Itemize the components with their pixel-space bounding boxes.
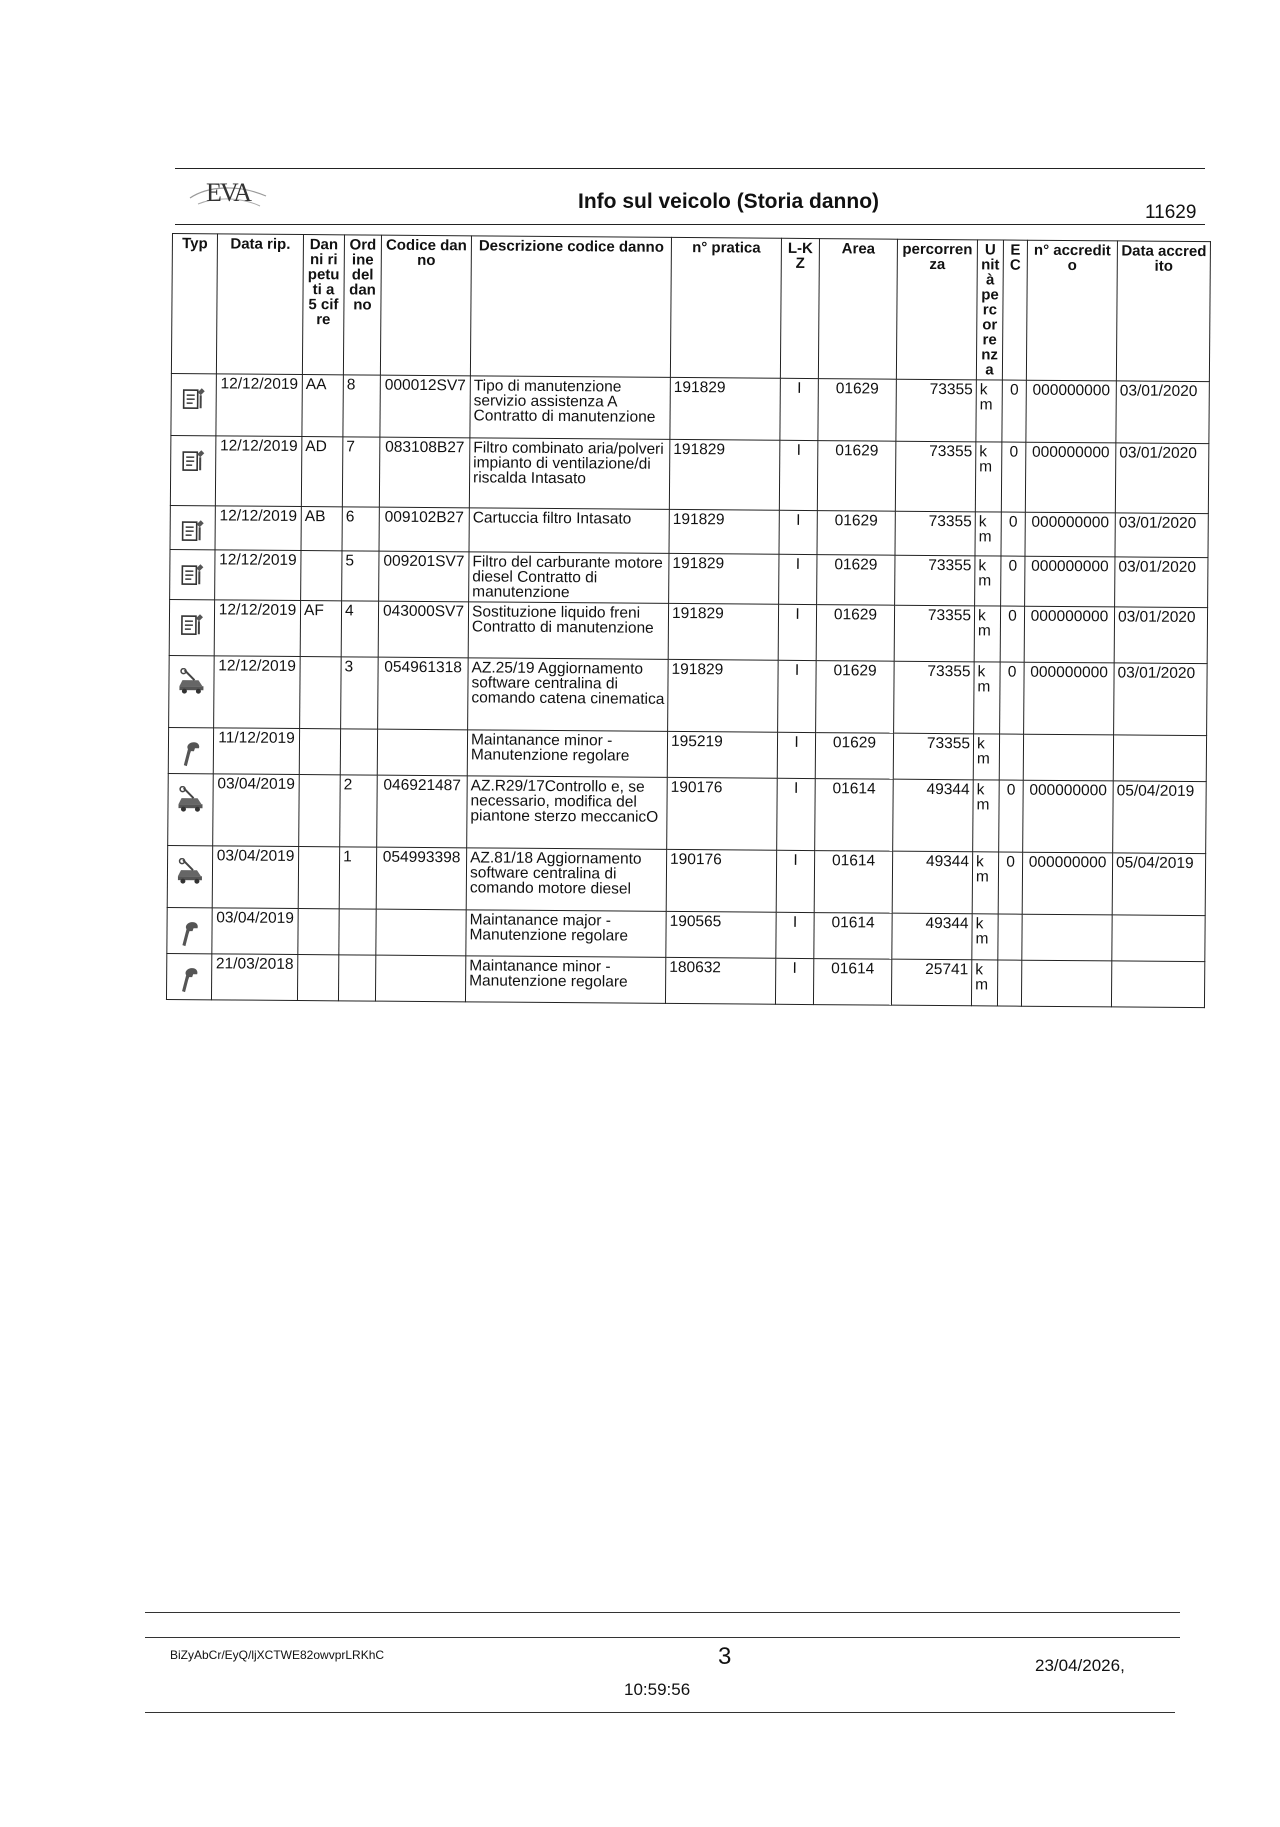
cell-percorrenza: 49344 — [892, 913, 972, 960]
cell-n-accredito: 000000000 — [1026, 380, 1116, 443]
cell-percorrenza: 73355 — [896, 379, 976, 442]
cell-data-accredito: 03/01/2020 — [1114, 663, 1208, 736]
cell-n-accredito: 000000000 — [1025, 442, 1116, 513]
car-repair-icon — [171, 858, 209, 887]
table-row — [167, 845, 1205, 915]
car-repair-icon — [172, 668, 210, 697]
document-wrench-icon — [173, 562, 211, 591]
cell-n-accredito: 000000000 — [1025, 512, 1115, 557]
cell-ordine — [338, 955, 375, 1001]
cell-unita: km — [974, 662, 1001, 734]
cell-danni-ripetuti: AA — [302, 375, 343, 437]
logo-text: EVA — [206, 178, 251, 207]
column-header-n-accredito: n° accredito — [1026, 240, 1117, 381]
cell-data-accredito — [1113, 735, 1206, 782]
cell-lkz: I — [778, 604, 816, 660]
cell-pratica: 191829 — [669, 509, 779, 554]
table-row — [171, 373, 1209, 443]
cell-area: 01629 — [817, 441, 896, 512]
column-header-typ: Typ — [171, 234, 217, 374]
cell-percorrenza: 73355 — [893, 733, 973, 780]
cell-codice-danno: 043000SV7 — [378, 601, 468, 658]
table-row — [166, 953, 1204, 1007]
cell-unita: km — [975, 512, 1001, 556]
cell-pratica: 190176 — [667, 777, 778, 850]
cell-codice-danno — [376, 909, 466, 956]
cell-lkz: I — [777, 778, 816, 850]
cell-ec: 0 — [1001, 512, 1025, 556]
cell-danni-ripetuti — [298, 847, 339, 909]
cell-unita: km — [971, 960, 997, 1006]
cell-danni-ripetuti — [301, 551, 342, 601]
cell-ordine: 4 — [341, 601, 378, 657]
cell-danni-ripetuti — [300, 657, 342, 729]
cell-pratica: 191829 — [670, 377, 780, 440]
cell-ec: 0 — [1000, 662, 1025, 734]
column-header-ec: EC — [1002, 240, 1027, 380]
cell-codice-danno — [377, 729, 467, 776]
cell-ec — [998, 914, 1022, 960]
cell-percorrenza: 73355 — [895, 511, 975, 556]
cell-descrizione: AZ.81/18 Aggiornamento software centralina di comando motore diesel — [466, 848, 666, 912]
cell-unita: km — [972, 852, 998, 914]
column-header-pratica: n° pratica — [670, 237, 781, 378]
cell-lkz: I — [777, 732, 815, 778]
cell-pratica: 190565 — [666, 911, 776, 958]
cell-pratica: 191829 — [669, 439, 780, 510]
cell-area: 01614 — [814, 851, 892, 914]
cell-ec: 0 — [999, 780, 1024, 852]
cell-danni-ripetuti — [297, 955, 338, 1001]
cell-descrizione: Cartuccia filtro Intasato — [469, 508, 669, 554]
cell-danni-ripetuti — [299, 729, 340, 775]
cell-ec — [999, 734, 1023, 780]
type-icon-cell — [166, 953, 211, 999]
column-header-area: Area — [818, 239, 897, 380]
cell-lkz: I — [775, 958, 813, 1004]
cell-n-accredito — [1021, 960, 1111, 1007]
cell-codice-danno: 054993398 — [376, 847, 466, 910]
cell-data-rip: 03/04/2019 — [212, 846, 298, 909]
table-row — [169, 599, 1207, 663]
cell-pratica: 191829 — [668, 659, 779, 732]
cell-percorrenza: 49344 — [893, 779, 974, 852]
cell-lkz: I — [780, 378, 818, 440]
column-header-descrizione: Descrizione codice danno — [470, 236, 671, 378]
cell-data-accredito: 03/01/2020 — [1115, 443, 1209, 514]
footer-rule — [145, 1637, 1180, 1638]
type-icon-cell — [169, 655, 215, 727]
cell-pratica: 191829 — [668, 603, 778, 660]
type-icon-cell — [171, 373, 216, 435]
damage-history-table — [166, 233, 1211, 1008]
cell-n-accredito: 000000000 — [1023, 780, 1114, 853]
cell-lkz: I — [779, 554, 817, 604]
cell-data-rip: 21/03/2018 — [211, 954, 297, 1001]
type-icon-cell — [170, 505, 215, 549]
table-row — [168, 727, 1206, 781]
cell-n-accredito: 000000000 — [1024, 606, 1114, 663]
footer-rule — [145, 1612, 1180, 1613]
cell-pratica: 191829 — [669, 553, 779, 604]
cell-descrizione: AZ.25/19 Aggiornamento software centralina di comando catena cinematica — [468, 658, 669, 732]
cell-area: 01614 — [813, 959, 891, 1006]
cell-area: 01629 — [815, 733, 893, 780]
cell-pratica: 180632 — [665, 957, 775, 1004]
cell-data-rip: 12/12/2019 — [216, 374, 302, 437]
cell-lkz: I — [778, 660, 817, 732]
cell-data-accredito: 03/01/2020 — [1115, 557, 1208, 608]
cell-unita: km — [975, 442, 1002, 512]
cell-codice-danno — [375, 955, 465, 1002]
cell-area: 01629 — [816, 661, 895, 734]
cell-data-accredito: 05/04/2019 — [1112, 853, 1205, 916]
cell-data-accredito — [1111, 961, 1204, 1008]
table-header-row — [171, 234, 1210, 382]
cell-ec: 0 — [998, 852, 1022, 914]
cell-unita: km — [973, 734, 999, 780]
cell-data-rip: 03/04/2019 — [213, 774, 300, 847]
cell-unita: km — [974, 606, 1000, 662]
column-header-ordine: Ordine del danno — [343, 235, 381, 375]
cell-n-accredito: 000000000 — [1024, 662, 1115, 735]
cell-lkz: I — [776, 912, 814, 958]
footer-rule — [145, 1712, 1175, 1713]
cell-unita: km — [975, 556, 1001, 606]
cell-ec: 0 — [1001, 556, 1025, 606]
cell-danni-ripetuti: AD — [301, 437, 343, 507]
column-header-data-accredito: Data accredito — [1116, 241, 1210, 382]
header-rule-bottom — [175, 224, 1205, 225]
cell-unita: km — [976, 380, 1002, 442]
cell-percorrenza: 73355 — [894, 605, 974, 662]
document-number: 11629 — [1145, 202, 1197, 223]
cell-n-accredito — [1022, 914, 1112, 961]
cell-ordine: 2 — [340, 775, 378, 847]
type-icon-cell — [170, 549, 215, 599]
cell-pratica: 190176 — [666, 849, 776, 912]
cell-codice-danno: 009102B27 — [379, 507, 469, 552]
cell-data-accredito: 03/01/2020 — [1115, 513, 1208, 558]
cell-danni-ripetuti — [298, 909, 339, 955]
cell-ordine: 1 — [339, 847, 376, 909]
cell-codice-danno: 000012SV7 — [380, 375, 470, 438]
wrench-icon — [170, 920, 208, 951]
cell-ordine: 5 — [342, 551, 379, 601]
cell-lkz: I — [776, 850, 814, 912]
cell-ec: 0 — [1001, 442, 1026, 512]
cell-ordine: 6 — [342, 507, 379, 551]
cell-area: 01629 — [816, 605, 894, 662]
cell-descrizione: AZ.R29/17Controllo e, se necessario, modifica del piantone sterzo meccanicO — [467, 776, 668, 850]
cell-area: 01629 — [818, 379, 896, 442]
cell-codice-danno: 083108B27 — [379, 437, 470, 508]
cell-data-accredito: 05/04/2019 — [1113, 781, 1207, 854]
cell-ordine — [340, 729, 377, 775]
document-wrench-icon — [174, 448, 212, 477]
cell-data-accredito: 03/01/2020 — [1116, 381, 1209, 444]
cell-danni-ripetuti: AF — [300, 601, 341, 657]
table-row — [169, 655, 1208, 735]
column-header-unita: Unità percorrenza — [976, 240, 1003, 380]
table-row — [168, 773, 1207, 853]
cell-descrizione: Maintanance minor - Manutenzione regolare — [467, 730, 667, 778]
cell-descrizione: Filtro combinato aria/polveri impianto di ventilazione/di riscalda Intasato — [469, 438, 670, 510]
cell-unita: km — [972, 914, 998, 960]
column-header-percorrenza: percorrenza — [896, 239, 977, 380]
cell-percorrenza: 73355 — [895, 555, 975, 606]
type-icon-cell — [169, 599, 214, 655]
header-rule-top — [175, 168, 1205, 169]
cell-n-accredito: 000000000 — [1025, 556, 1115, 607]
cell-data-rip: 11/12/2019 — [213, 728, 299, 775]
cell-data-rip: 12/12/2019 — [215, 550, 301, 601]
type-icon-cell — [168, 727, 213, 773]
cell-ec: 0 — [1002, 380, 1026, 442]
cell-n-accredito: 000000000 — [1022, 852, 1112, 915]
footer-time: 10:59:56 — [624, 1680, 691, 1699]
type-icon-cell — [167, 907, 212, 953]
column-header-danni-ripetuti: Danni ripetuti a 5 cifre — [302, 235, 344, 375]
cell-data-accredito: 03/01/2020 — [1114, 607, 1207, 664]
car-repair-icon — [171, 786, 209, 815]
cell-percorrenza: 73355 — [894, 661, 975, 734]
cell-descrizione: Filtro del carburante motore diesel Contratto di manutenzione — [469, 552, 669, 604]
cell-ordine: 3 — [341, 657, 379, 729]
cell-data-rip: 12/12/2019 — [214, 656, 301, 729]
cell-data-rip: 12/12/2019 — [215, 506, 301, 551]
cell-unita: km — [973, 780, 1000, 852]
table-row — [170, 549, 1208, 607]
cell-area: 01614 — [815, 779, 894, 852]
wrench-icon — [172, 740, 210, 771]
cell-ec: 0 — [1000, 606, 1024, 662]
cell-descrizione: Sostituzione liquido freni Contratto di manutenzione — [468, 602, 668, 660]
footer-date: 23/04/2026, — [1035, 1656, 1125, 1675]
cell-percorrenza: 73355 — [895, 441, 976, 512]
cell-data-accredito — [1112, 915, 1205, 962]
table-row — [170, 435, 1209, 513]
cell-percorrenza: 25741 — [891, 959, 971, 1006]
document-wrench-icon — [173, 612, 211, 641]
cell-ordine: 7 — [342, 437, 380, 507]
cell-percorrenza: 49344 — [892, 851, 972, 914]
cell-codice-danno: 046921487 — [377, 775, 468, 848]
cell-descrizione: Maintanance minor - Manutenzione regolare — [465, 956, 665, 1004]
type-icon-cell — [167, 845, 212, 907]
cell-lkz: I — [779, 510, 817, 554]
cell-data-rip: 03/04/2019 — [212, 908, 298, 955]
cell-n-accredito — [1023, 734, 1113, 781]
footer-code: BiZyAbCr/EyQ/ljXCTWE82owvprLRKhC — [170, 1648, 385, 1662]
type-icon-cell — [168, 773, 214, 845]
cell-data-rip: 12/12/2019 — [214, 600, 300, 657]
cell-descrizione: Tipo di manutenzione servizio assistenza A Contratto di manutenzione — [470, 376, 670, 440]
cell-area: 01614 — [814, 913, 892, 960]
cell-ec — [997, 960, 1021, 1006]
cell-danni-ripetuti — [299, 775, 341, 847]
page-number: 3 — [718, 1643, 732, 1670]
column-header-codice-danno: Codice danno — [380, 235, 471, 376]
type-icon-cell — [170, 435, 216, 505]
document-wrench-icon — [174, 518, 212, 547]
cell-ordine — [339, 909, 376, 955]
cell-descrizione: Maintanance major - Manutenzione regolare — [466, 910, 666, 958]
cell-area: 01629 — [817, 511, 895, 556]
cell-pratica: 195219 — [667, 731, 777, 778]
column-header-lkz: L-KZ — [780, 238, 819, 378]
cell-danni-ripetuti: AB — [301, 507, 342, 551]
page-title: Info sul veicolo (Storia danno) — [578, 190, 880, 213]
cell-codice-danno: 009201SV7 — [379, 551, 469, 602]
column-header-data-rip: Data rip. — [216, 234, 303, 375]
cell-data-rip: 12/12/2019 — [215, 436, 302, 507]
wrench-icon — [170, 966, 208, 997]
cell-codice-danno: 054961318 — [378, 657, 469, 730]
table-row — [167, 907, 1205, 961]
cell-ordine: 8 — [343, 375, 380, 437]
cell-lkz: I — [779, 440, 818, 510]
document-wrench-icon — [175, 386, 213, 415]
cell-area: 01629 — [817, 555, 895, 606]
